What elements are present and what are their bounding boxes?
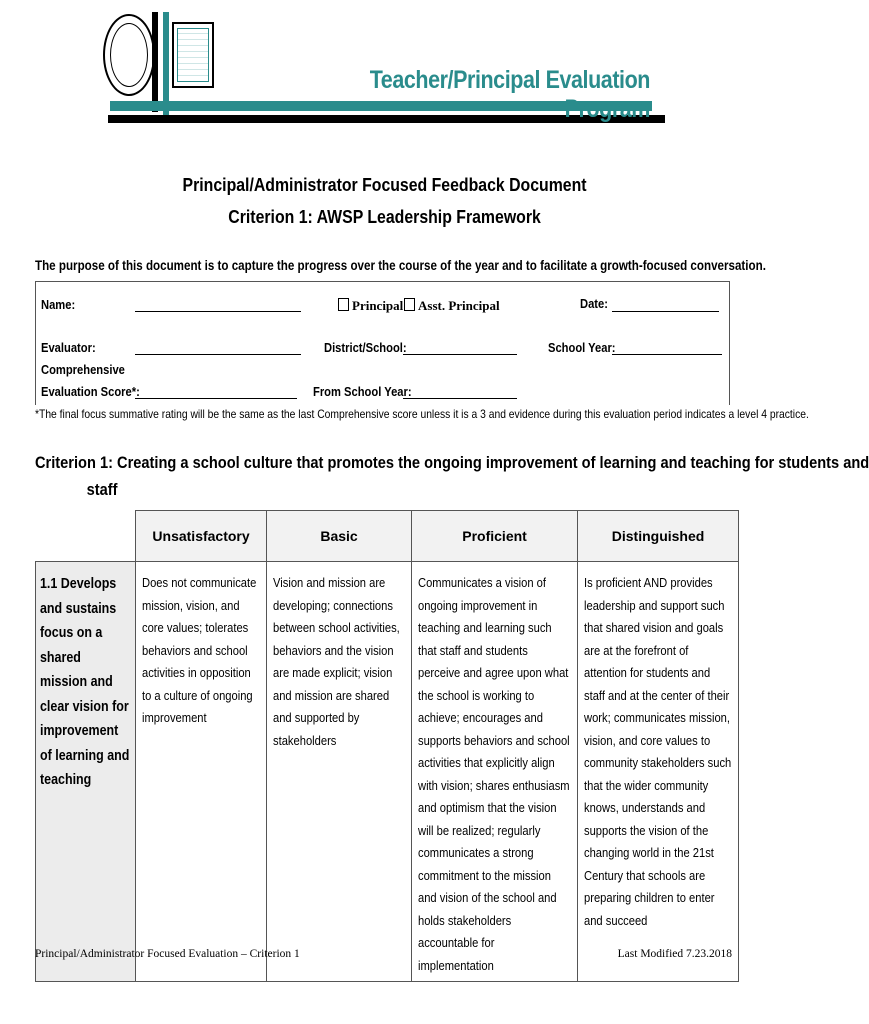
footer-right: Last Modified 7.23.2018 <box>617 948 732 960</box>
district-seal-logo <box>103 14 155 96</box>
cell-proficient: Communicates a vision of ongoing improvement in teaching and learning such that staff and students perceive and agree upon what the school is working to achieve; encourages and supports behaviors and school activities that explicitly align with vision; shares enthusiasm and optimism that the vision will be realized; regularly communicates a strong commitment to the mission and vision of the school and holds stakeholders accountable for implementation <box>412 562 578 982</box>
school-year-label: School Year: <box>548 340 616 355</box>
column-proficient: Proficient <box>412 511 578 562</box>
column-basic: Basic <box>267 511 412 562</box>
principal-option[interactable]: Principal <box>338 297 403 315</box>
footer-left: Principal/Administrator Focused Evaluation – Criterion 1 <box>35 948 300 960</box>
name-label: Name: <box>41 297 76 312</box>
emblem-icon <box>177 28 209 82</box>
seal-building-icon <box>110 23 148 87</box>
cell-basic: Vision and mission are developing; connections between school activities, behaviors and the vision are made explicit; vision and mission are shared and supported by stakeholders <box>267 562 412 982</box>
evaluator-label: Evaluator: <box>41 340 96 355</box>
from-school-year-field[interactable] <box>403 398 517 399</box>
rubric-header-row <box>36 511 739 562</box>
document-subtitle: Criterion 1: AWSP Leadership Framework <box>228 207 542 227</box>
district-school-label: District/School: <box>324 340 407 355</box>
comprehensive-label: Comprehensive <box>41 362 125 377</box>
rubric-row <box>36 562 739 982</box>
document-title: Principal/Administrator Focused Feedback Document <box>182 175 588 195</box>
column-distinguished: Distinguished <box>578 511 739 562</box>
cell-distinguished: Is proficient AND provides leadership and support such that shared vision and goals are at the forefront of attention for students and staff and at the center of their work; communicates mission, vision, and core values to community stakeholders such that the wider community knows, understands and supports the vision of the changing world in the 21st Century that schools are preparing children to enter and succeed <box>578 562 739 982</box>
criterion-heading: Criterion 1: Creating a school culture that promotes the ongoing improvement of learning and teaching for students and staff <box>35 453 869 499</box>
rubric-table <box>35 510 739 982</box>
evaluation-score-label: Evaluation Score*: <box>41 384 140 399</box>
column-unsatisfactory: Unsatisfactory <box>136 511 267 562</box>
rubric-corner <box>36 511 136 562</box>
district-school-field[interactable] <box>403 354 517 355</box>
program-emblem-logo <box>172 22 214 88</box>
name-field[interactable] <box>135 311 301 312</box>
date-label: Date: <box>580 296 608 311</box>
school-year-field[interactable] <box>612 354 722 355</box>
from-school-year-label: From School Year: <box>313 384 412 399</box>
cell-unsatisfactory: Does not communicate mission, vision, and core values; tolerates behaviors and school activities in opposition to a culture of ongoing improvement <box>136 562 267 982</box>
footnote: *The final focus summative rating will be the same as the last Comprehensive score unless it is a 3 and evidence during this evaluation period indicates a level 4 practice. <box>35 407 809 421</box>
rubric-row-label: 1.1 Develops and sustains focus on a shared mission and clear vision for improvement of learning and teaching <box>36 562 136 982</box>
asst-principal-checkbox[interactable] <box>404 298 415 311</box>
header-divider-black <box>152 12 158 112</box>
evaluator-field[interactable] <box>135 354 301 355</box>
program-title: Teacher/Principal Evaluation Program <box>369 66 650 123</box>
evaluation-score-field[interactable] <box>135 398 297 399</box>
purpose-statement: The purpose of this document is to capture the progress over the course of the year and to facilitate a growth-focused conversation. <box>35 258 766 273</box>
asst-principal-option[interactable]: Asst. Principal <box>404 297 500 315</box>
date-field[interactable] <box>612 311 719 312</box>
principal-checkbox[interactable] <box>338 298 349 311</box>
